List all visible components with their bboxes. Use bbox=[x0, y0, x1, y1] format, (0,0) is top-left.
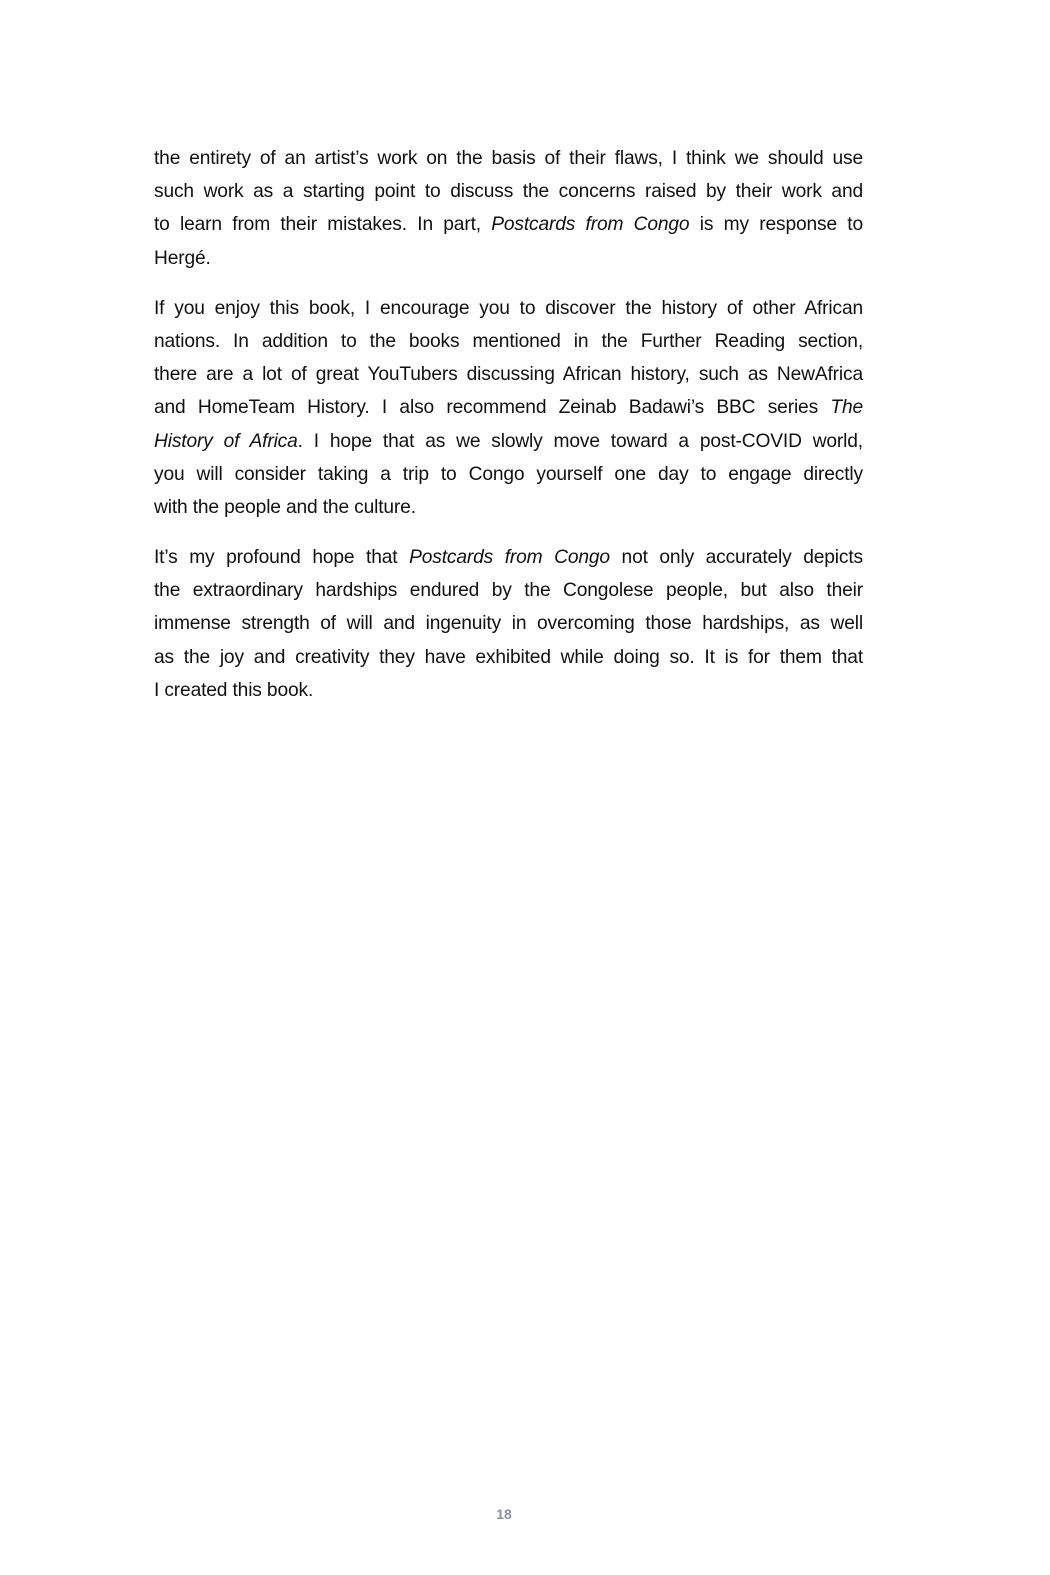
page-number: 18 bbox=[496, 1506, 512, 1522]
text-line bbox=[154, 607, 863, 640]
text-segment: nations. In addition to the books mentioned in the Further Reading section, bbox=[154, 330, 863, 352]
text-line bbox=[154, 541, 863, 574]
text-segment: such work as a starting point to discuss the concerns raised by their work and bbox=[154, 181, 863, 203]
series-title-italic: The bbox=[830, 397, 863, 419]
text-line bbox=[154, 391, 863, 424]
text-segment: there are a lot of great YouTubers discussing African history, such as NewAfrica bbox=[154, 364, 863, 386]
text-line bbox=[154, 641, 863, 674]
book-title-italic: Postcards from Congo bbox=[491, 214, 690, 236]
text-segment: the extraordinary hardships endured by the Congolese people, but also their bbox=[154, 580, 863, 602]
paragraph-1 bbox=[154, 142, 863, 275]
text-segment: immense strength of will and ingenuity in overcoming those hardships, as well bbox=[154, 613, 863, 635]
text-segment: I created this book. bbox=[154, 679, 314, 701]
text-line bbox=[154, 242, 863, 275]
text-line bbox=[154, 175, 863, 208]
text-segment: Hergé. bbox=[154, 247, 211, 269]
text-segment: If you enjoy this book, I encourage you to discover the history of other African bbox=[154, 297, 863, 319]
text-segment: It’s my profound hope that bbox=[154, 547, 410, 569]
text-segment: is my response to bbox=[689, 214, 863, 236]
text-line bbox=[154, 208, 863, 241]
text-segment: not only accurately depicts bbox=[609, 547, 863, 569]
text-line bbox=[154, 574, 863, 607]
text-segment: . I hope that as we slowly move toward a post-COVID world, bbox=[297, 430, 863, 452]
text-line bbox=[154, 458, 863, 491]
text-segment: and HomeTeam History. I also recommend Zeinab Badawi’s BBC series bbox=[154, 397, 831, 419]
text-line bbox=[154, 358, 863, 391]
text-segment: with the people and the culture. bbox=[154, 496, 416, 518]
text-line bbox=[154, 425, 863, 458]
text-line bbox=[154, 325, 863, 358]
book-title-italic: Postcards from Congo bbox=[409, 547, 610, 569]
text-segment: the entirety of an artist’s work on the basis of their flaws, I think we should use bbox=[154, 148, 863, 169]
text-segment: you will consider taking a trip to Congo yourself one day to engage directly bbox=[154, 463, 863, 485]
page-body bbox=[154, 142, 863, 724]
text-line bbox=[154, 292, 863, 325]
text-line bbox=[154, 142, 863, 175]
series-title-italic: History of Africa bbox=[154, 430, 298, 452]
text-segment: as the joy and creativity they have exhibited while doing so. It is for them that bbox=[154, 646, 863, 668]
paragraph-2 bbox=[154, 292, 863, 524]
text-segment: to learn from their mistakes. In part, bbox=[154, 214, 492, 236]
text-line bbox=[154, 491, 863, 524]
paragraph-3 bbox=[154, 541, 863, 707]
text-line bbox=[154, 674, 863, 707]
